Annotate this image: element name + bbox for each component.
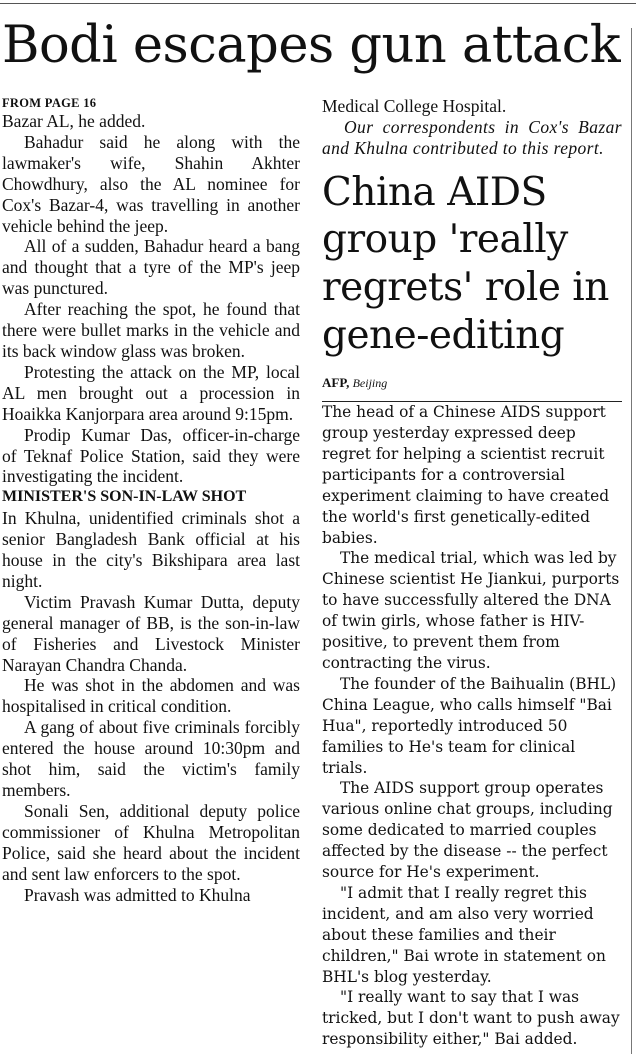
top-rule	[0, 3, 636, 4]
paragraph: A gang of about five criminals forcibly entered the house around 10:30pm and shot him, said the victim's family members.	[2, 717, 300, 800]
paragraph: "I admit that I really regret this incident, and am also very worried about these families and their children," Bai wrote in statement on BHL's blog yesterday.	[322, 883, 606, 986]
paragraph: "I really want to say that I was tricked, but I don't want to push away responsibility either," Bai added.	[322, 988, 620, 1049]
paragraph: Protesting the attack on the MP, local AL men brought out a procession in Hoaikka Kanjorpara area around 9:15pm.	[2, 361, 300, 424]
subhead-minister: MINISTER'S SON-IN-LAW SHOT	[2, 488, 247, 506]
byline-city: Beijing	[352, 376, 388, 391]
story1-body	[2, 111, 300, 905]
paragraph: Bazar AL, he added.	[2, 111, 146, 131]
jump-label: FROM PAGE 16	[2, 96, 97, 110]
paragraph: The AIDS support group operates various online chat groups, including some dedicated to married couples affected by the disease -- the perfect source for He's experiment.	[322, 779, 613, 882]
paragraph: After reaching the spot, he found that there were bullet marks in the vehicle and its back window glass was broken.	[2, 299, 300, 361]
paragraph: In Khulna, unidentified criminals shot a senior Bangladesh Bank official at his house in the city's Bikshipara area last night.	[2, 508, 300, 591]
contributor-credit: Our correspondents in Cox's Bazar and Khulna contributed to this report.	[322, 116, 622, 158]
paragraph: Medical College Hospital.	[322, 96, 507, 116]
byline-agency: AFP,	[322, 375, 350, 391]
paragraph: Victim Pravash Kumar Dutta, deputy general manager of BB, is the son-in-law of Fisheries and Livestock Minister Narayan Chandra Chanda.	[2, 591, 300, 675]
paragraph: The founder of the Baihualin (BHL) China League, who calls himself "Bai Hua", reportedly introduced 50 families to He's team for clinical trials.	[322, 674, 617, 777]
column-rule	[631, 28, 632, 1054]
story1-continuation	[322, 96, 622, 159]
paragraph: The medical trial, which was led by Chinese scientist He Jiankui, purports to have successfully altered the DNA of twin girls, whose father is HIV-positive, to prevent them from contracting the virus.	[322, 549, 620, 672]
paragraph: He was shot in the abdomen and was hospitalised in critical condition.	[2, 675, 300, 717]
paragraph: Prodip Kumar Das, officer-in-charge of Teknaf Police Station, said they were investigating the incident.	[2, 424, 300, 487]
headline-bodi: Bodi escapes gun attack	[2, 16, 621, 75]
paragraph: Sonali Sen, additional deputy police commissioner of Khulna Metropolitan Police, said she heard about the incident and sent law enforcers to the spot.	[2, 800, 300, 884]
headline-china-aids: China AIDS group 'really regrets' role in gene-editing	[322, 169, 609, 358]
left-column	[2, 96, 300, 905]
paragraph: Bahadur said he along with the lawmaker's wife, Shahin Akhter Chowdhury, also the AL nominee for Cox's Bazar-4, was travelling in another vehicle behind the jeep.	[2, 131, 300, 236]
right-column	[322, 96, 622, 1050]
byline	[322, 375, 622, 391]
story2-body	[322, 402, 622, 1050]
paragraph: All of a sudden, Bahadur heard a bang and thought that a tyre of the MP's jeep was punctured.	[2, 236, 300, 299]
paragraph: The head of a Chinese AIDS support group yesterday expressed deep regret for helping a scientist recruit participants for a controversial experiment claiming to have created the world's first genetically-edited babies.	[322, 403, 610, 547]
paragraph: Pravash was admitted to Khulna	[24, 884, 251, 905]
